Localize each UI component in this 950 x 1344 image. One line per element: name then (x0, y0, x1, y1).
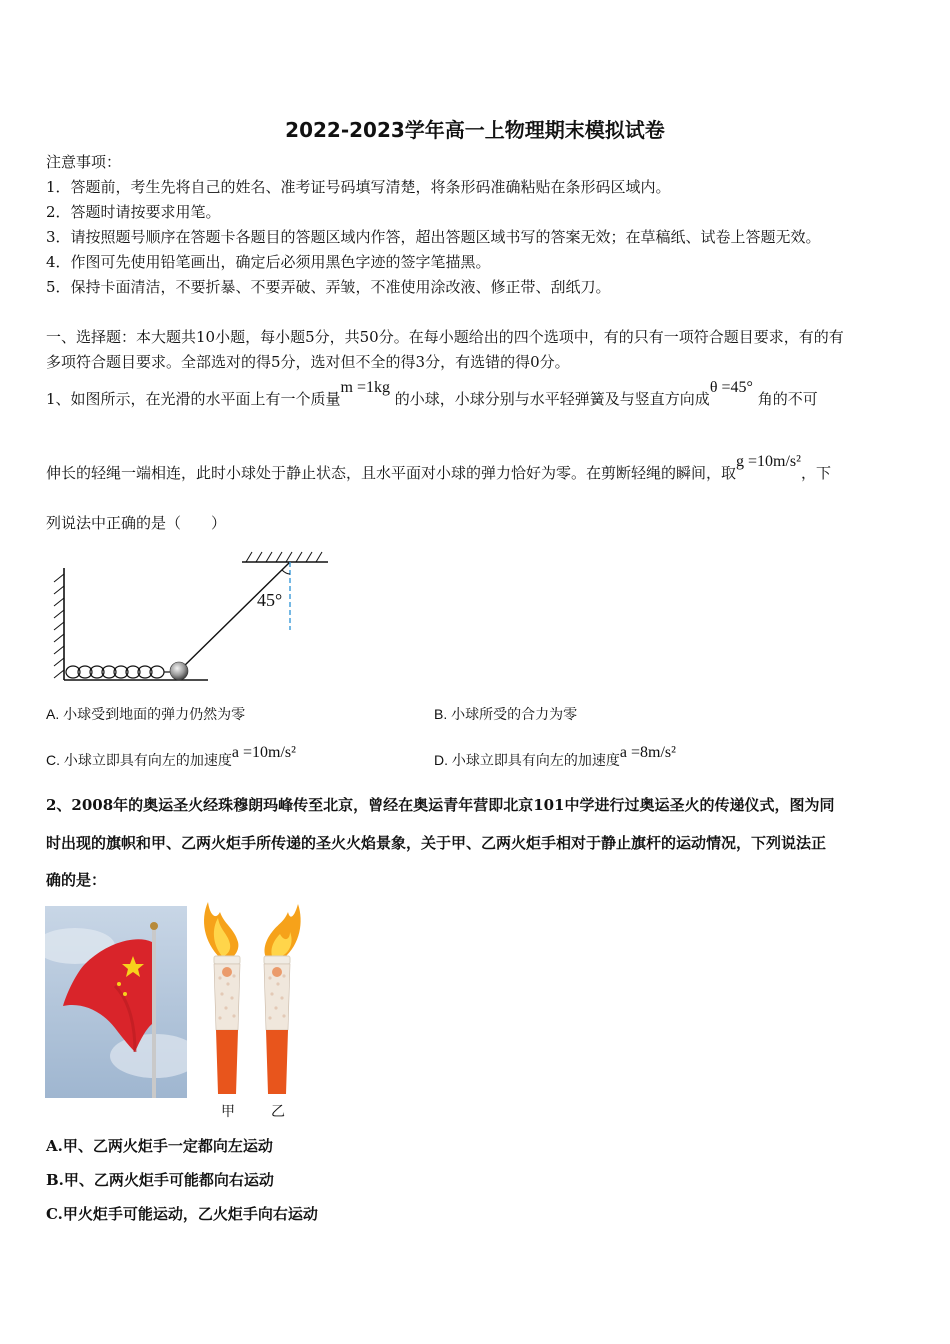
q1-option-c-math: a =10m/s² (231, 744, 296, 761)
q1-text-line2b: ，下 (800, 464, 831, 482)
q2-line1: 2、2008年的奥运圣火经珠穆朗玛峰传至北京，曾经在奥运青年营即北京101中学进行过奥运圣火的传递仪式，图为同 (46, 796, 835, 814)
q2-option-a[interactable]: A.甲、乙两火炬手一定都向左运动 (46, 1137, 273, 1155)
q2-line3: 确的是： (46, 871, 107, 889)
q1-line2 (46, 453, 831, 484)
torch-label-jia: 甲 (221, 1104, 235, 1120)
notice-item-1: 1．答题前，考生先将自己的姓名、准考证号码填写清楚，将条形码准确粘贴在条形码区域内。 (46, 178, 671, 196)
q1-line1 (46, 379, 818, 410)
q1-mass: m =1kg (340, 379, 391, 396)
q1-spring-figure (46, 546, 336, 688)
q1-text-part3: 角的不可 (757, 390, 818, 408)
notice-item-5: 5．保持卡面清洁，不要折暴、不要弄破、弄皱，不准使用涂改液、修正带、刮纸刀。 (46, 278, 611, 296)
notice-item-4: 4．作图可先使用铅笔画出，确定后必须用黑色字迹的签字笔描黑。 (46, 253, 491, 271)
page-title: 2022-2023学年高一上物理期末模拟试卷 (285, 118, 665, 142)
q1-line3: 列说法中正确的是（ ） (46, 514, 227, 532)
q1-option-a[interactable]: A. 小球受到地面的弹力仍然为零 (46, 706, 246, 722)
ball-icon (170, 662, 188, 680)
q1-option-c[interactable] (46, 744, 296, 771)
q1-option-d-math: a =8m/s² (619, 744, 676, 761)
notice-item-3: 3．请按照题号顺序在答题卡各题目的答题区域内作答，超出答题区域书写的答案无效；在草稿纸、试卷上答题无效。 (46, 228, 821, 246)
notice-item-2: 2．答题时请按要求用笔。 (46, 203, 221, 221)
q1-text-part1: 1、如图所示，在光滑的水平面上有一个质量 (46, 390, 341, 408)
q1-option-c-text: C. 小球立即具有向左的加速度 (46, 752, 232, 768)
q1-angle: θ =45° (709, 379, 753, 396)
torch-label-yi: 乙 (271, 1104, 285, 1120)
q1-gravity: g =10m/s² (736, 453, 801, 470)
q1-option-b[interactable]: B. 小球所受的合力为零 (434, 706, 578, 722)
torches-figure (198, 898, 308, 1098)
q1-figure-angle-label: 45° (257, 590, 283, 610)
flag-photo (45, 906, 187, 1098)
q1-text-line2a: 伸长的轻绳一端相连，此时小球处于静止状态，且水平面对小球的弹力恰好为零。在剪断轻绳的瞬间，取 (46, 464, 737, 482)
q2-line2: 时出现的旗帜和甲、乙两火炬手所传递的圣火火焰景象，关于甲、乙两火炬手相对于静止旗杆的运动情况，下列说法正 (46, 834, 827, 852)
q1-text-part2: 的小球，小球分别与水平轻弹簧及与竖直方向成 (394, 390, 710, 408)
torch-jia-icon (204, 902, 240, 1094)
section1-line1: 一、选择题：本大题共10小题，每小题5分，共50分。在每小题给出的四个选项中，有的只有一项符合题目要求，有的有 (46, 328, 844, 346)
torch-yi-icon (264, 904, 301, 1094)
q1-option-d[interactable] (434, 744, 676, 771)
q2-option-b[interactable]: B.甲、乙两火炬手可能都向右运动 (46, 1171, 274, 1189)
q1-option-d-text: D. 小球立即具有向左的加速度 (434, 752, 620, 768)
section1-line2: 多项符合题目要求。全部选对的得5分，选对但不全的得3分，有选错的得0分。 (46, 353, 570, 371)
notice-heading: 注意事项： (46, 153, 122, 171)
q2-option-c[interactable]: C.甲火炬手可能运动，乙火炬手向右运动 (46, 1205, 318, 1223)
